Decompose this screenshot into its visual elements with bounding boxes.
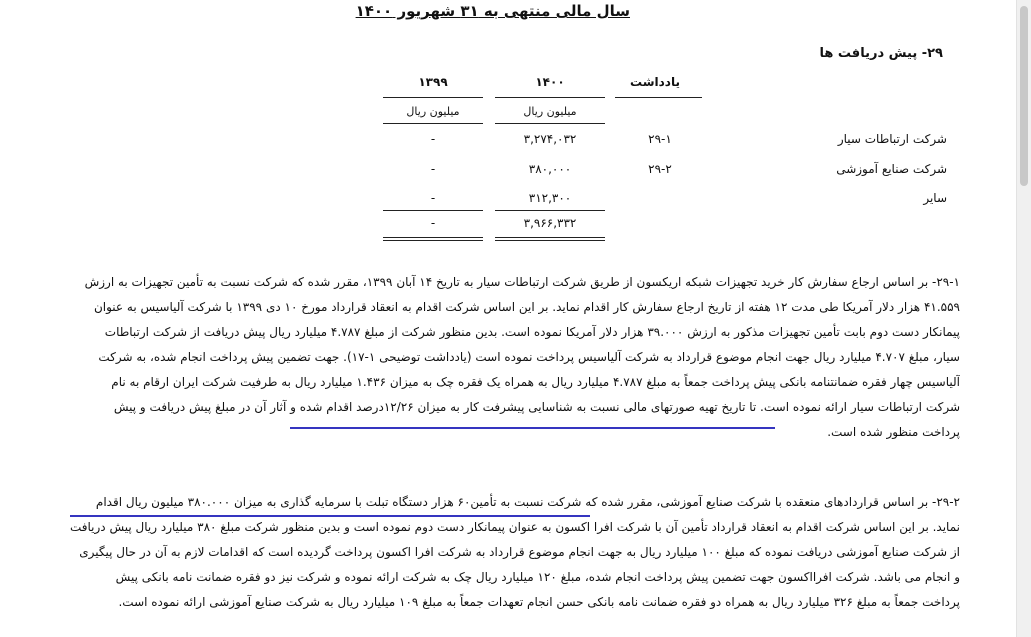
page-title: سال مالی منتهی به ۳۱ شهریور ۱۴۰۰ bbox=[355, 2, 630, 20]
total-rule-1400-a bbox=[495, 237, 605, 238]
row-value-1399: - bbox=[430, 191, 436, 205]
row-note: ۲۹-۱ bbox=[648, 132, 672, 146]
subtotal-rule-1400 bbox=[495, 210, 605, 211]
paragraph-line: پیمانکار دست دوم بابت تأمین تجهیزات مذکور به ارزش ۳۹.۰۰۰ هزار دلار آمریکا نموده است. بدین منظور شرکت از مبلغ ۴.۷۸۷ میلیارد ریال پیش دریافت از شرکت ارتباطات bbox=[104, 325, 960, 339]
row-label: شرکت صنایع آموزشی bbox=[836, 162, 947, 176]
col-header-1399: ۱۳۹۹ bbox=[418, 75, 448, 89]
paragraph-29-1 bbox=[60, 270, 960, 445]
paragraph-line: آلیاسیس چهار فقره ضمانتنامه بانکی پیش پرداخت جمعاً به مبلغ ۴.۷۸۷ میلیارد ریال به همراه یک فقره چک به میزان ۱.۴۳۶ میلیارد ریال به طرفیت شرکت ایران ارقام به نام bbox=[111, 375, 960, 389]
paragraph-line: ۲۹-۲- بر اساس قراردادهای منعقده با شرکت صنایع آموزشی، مقرر شده که شرکت نسبت به تأمین۶۰ هزار دستگاه تبلت با سرمایه گذاری به میزان ۳۸۰.۰۰۰ میلیون ریال اقدام bbox=[95, 495, 960, 509]
highlight-underline bbox=[290, 427, 775, 429]
subtotal-rule-1399 bbox=[383, 210, 483, 211]
row-label: سایر bbox=[923, 191, 947, 205]
total-1400: ۳,۹۶۶,۳۳۲ bbox=[523, 216, 577, 230]
header-rule-1400 bbox=[495, 97, 605, 98]
total-1399: - bbox=[430, 216, 436, 230]
paragraph-line: و انجام می باشد. شرکت افرااکسون جهت تضمین پیش پرداخت انجام شده، مبلغ ۱۲۰ میلیارد ریال چک به شرکت ارائه نموده و شرکت نیز دو فقره ضمانت نامه بانکی پیش bbox=[115, 570, 960, 584]
paragraph-line: ۴۱.۵۵۹ هزار دلار آمریکا طی مدت ۱۲ هفته از تاریخ ارجاع سفارش کار اقدام نماید. بر این اساس شرکت اقدام به انعقاد قرارداد مورخ ۱۰ دی ۱۳۹۹ با شرکت آلیاسیس به عنوان bbox=[93, 300, 960, 314]
paragraph-line: از شرکت صنایع آموزشی دریافت نموده که مبلغ ۱۰۰ میلیارد ریال به جهت انجام موضوع قرارداد به شرکت افرا اکسون پرداخت گردیده است که اقدامات لازم به آن در حال پیگیری bbox=[79, 545, 960, 559]
paragraph-line: سیار، مبلغ ۴.۷۰۷ میلیارد ریال جهت انجام موضوع قرارداد به شرکت آلیاسیس پرداخت نموده است (یادداشت توضیحی ۱-۱۷). جهت تضمین پیش پرداخت انجام شده، به شرکت bbox=[98, 350, 960, 364]
col-header-note: یادداشت bbox=[630, 75, 680, 89]
paragraph-line: ۲۹-۱- بر اساس ارجاع سفارش کار خرید تجهیزات شبکه اریکسون از طریق شرکت ارتباطات سیار به تاریخ ۱۴ آبان ۱۳۹۹، مقرر شده که شرکت نسبت به تأمین تجهیزات به ارزش bbox=[84, 275, 960, 289]
unit-1399: میلیون ریال bbox=[406, 105, 460, 118]
unit-rule-1399 bbox=[383, 123, 483, 124]
paragraph-line: پرداخت جمعاً به مبلغ ۳۲۶ میلیارد ریال به همراه دو فقره ضمانت نامه بانکی حسن انجام تعهدات جمعاً به مبلغ ۱۰۹ میلیارد ریال به شرکت صنایع آموزشی ارائه نموده است. bbox=[118, 595, 960, 609]
unit-1400: میلیون ریال bbox=[523, 105, 577, 118]
row-label: شرکت ارتباطات سیار bbox=[837, 132, 947, 146]
total-rule-1399-b bbox=[383, 240, 483, 241]
paragraph-29-2 bbox=[60, 490, 960, 615]
unit-rule-1400 bbox=[495, 123, 605, 124]
header-rule-note bbox=[615, 97, 702, 98]
vertical-scrollbar[interactable] bbox=[1016, 0, 1031, 637]
scrollbar-thumb[interactable] bbox=[1020, 6, 1028, 186]
paragraph-line: شرکت ارتباطات سیار ارائه نموده است. تا تاریخ تهیه صورتهای مالی نسبت به شناسایی پیشرفت کار به میزان ۱۲/۲۶درصد اقدام شده و آثار آن در مبلغ پیش دریافت و پیش bbox=[113, 400, 960, 414]
section-heading: ۲۹- پیش دریافت ها bbox=[819, 46, 943, 61]
row-value-1399: - bbox=[430, 132, 436, 146]
row-value-1400: ۳۱۲,۳۰۰ bbox=[528, 191, 572, 205]
total-rule-1400-b bbox=[495, 240, 605, 241]
paragraph-line: نماید. بر این اساس شرکت اقدام به انعقاد قرارداد تأمین آن با شرکت افرا اکسون به عنوان پیمانکار دست دوم نموده است و بدین منظور شرکت مبلغ ۳۸۰ میلیارد ریال پیش دریافت bbox=[70, 520, 960, 534]
col-header-1400: ۱۴۰۰ bbox=[535, 75, 565, 89]
row-value-1400: ۳,۲۷۴,۰۳۲ bbox=[523, 132, 577, 146]
highlight-underline bbox=[70, 515, 590, 517]
row-note: ۲۹-۲ bbox=[648, 162, 672, 176]
header-rule-1399 bbox=[383, 97, 483, 98]
row-value-1400: ۳۸۰,۰۰۰ bbox=[528, 162, 572, 176]
paragraph-line: پرداخت منظور شده است. bbox=[827, 425, 960, 439]
total-rule-1399-a bbox=[383, 237, 483, 238]
row-value-1399: - bbox=[430, 162, 436, 176]
